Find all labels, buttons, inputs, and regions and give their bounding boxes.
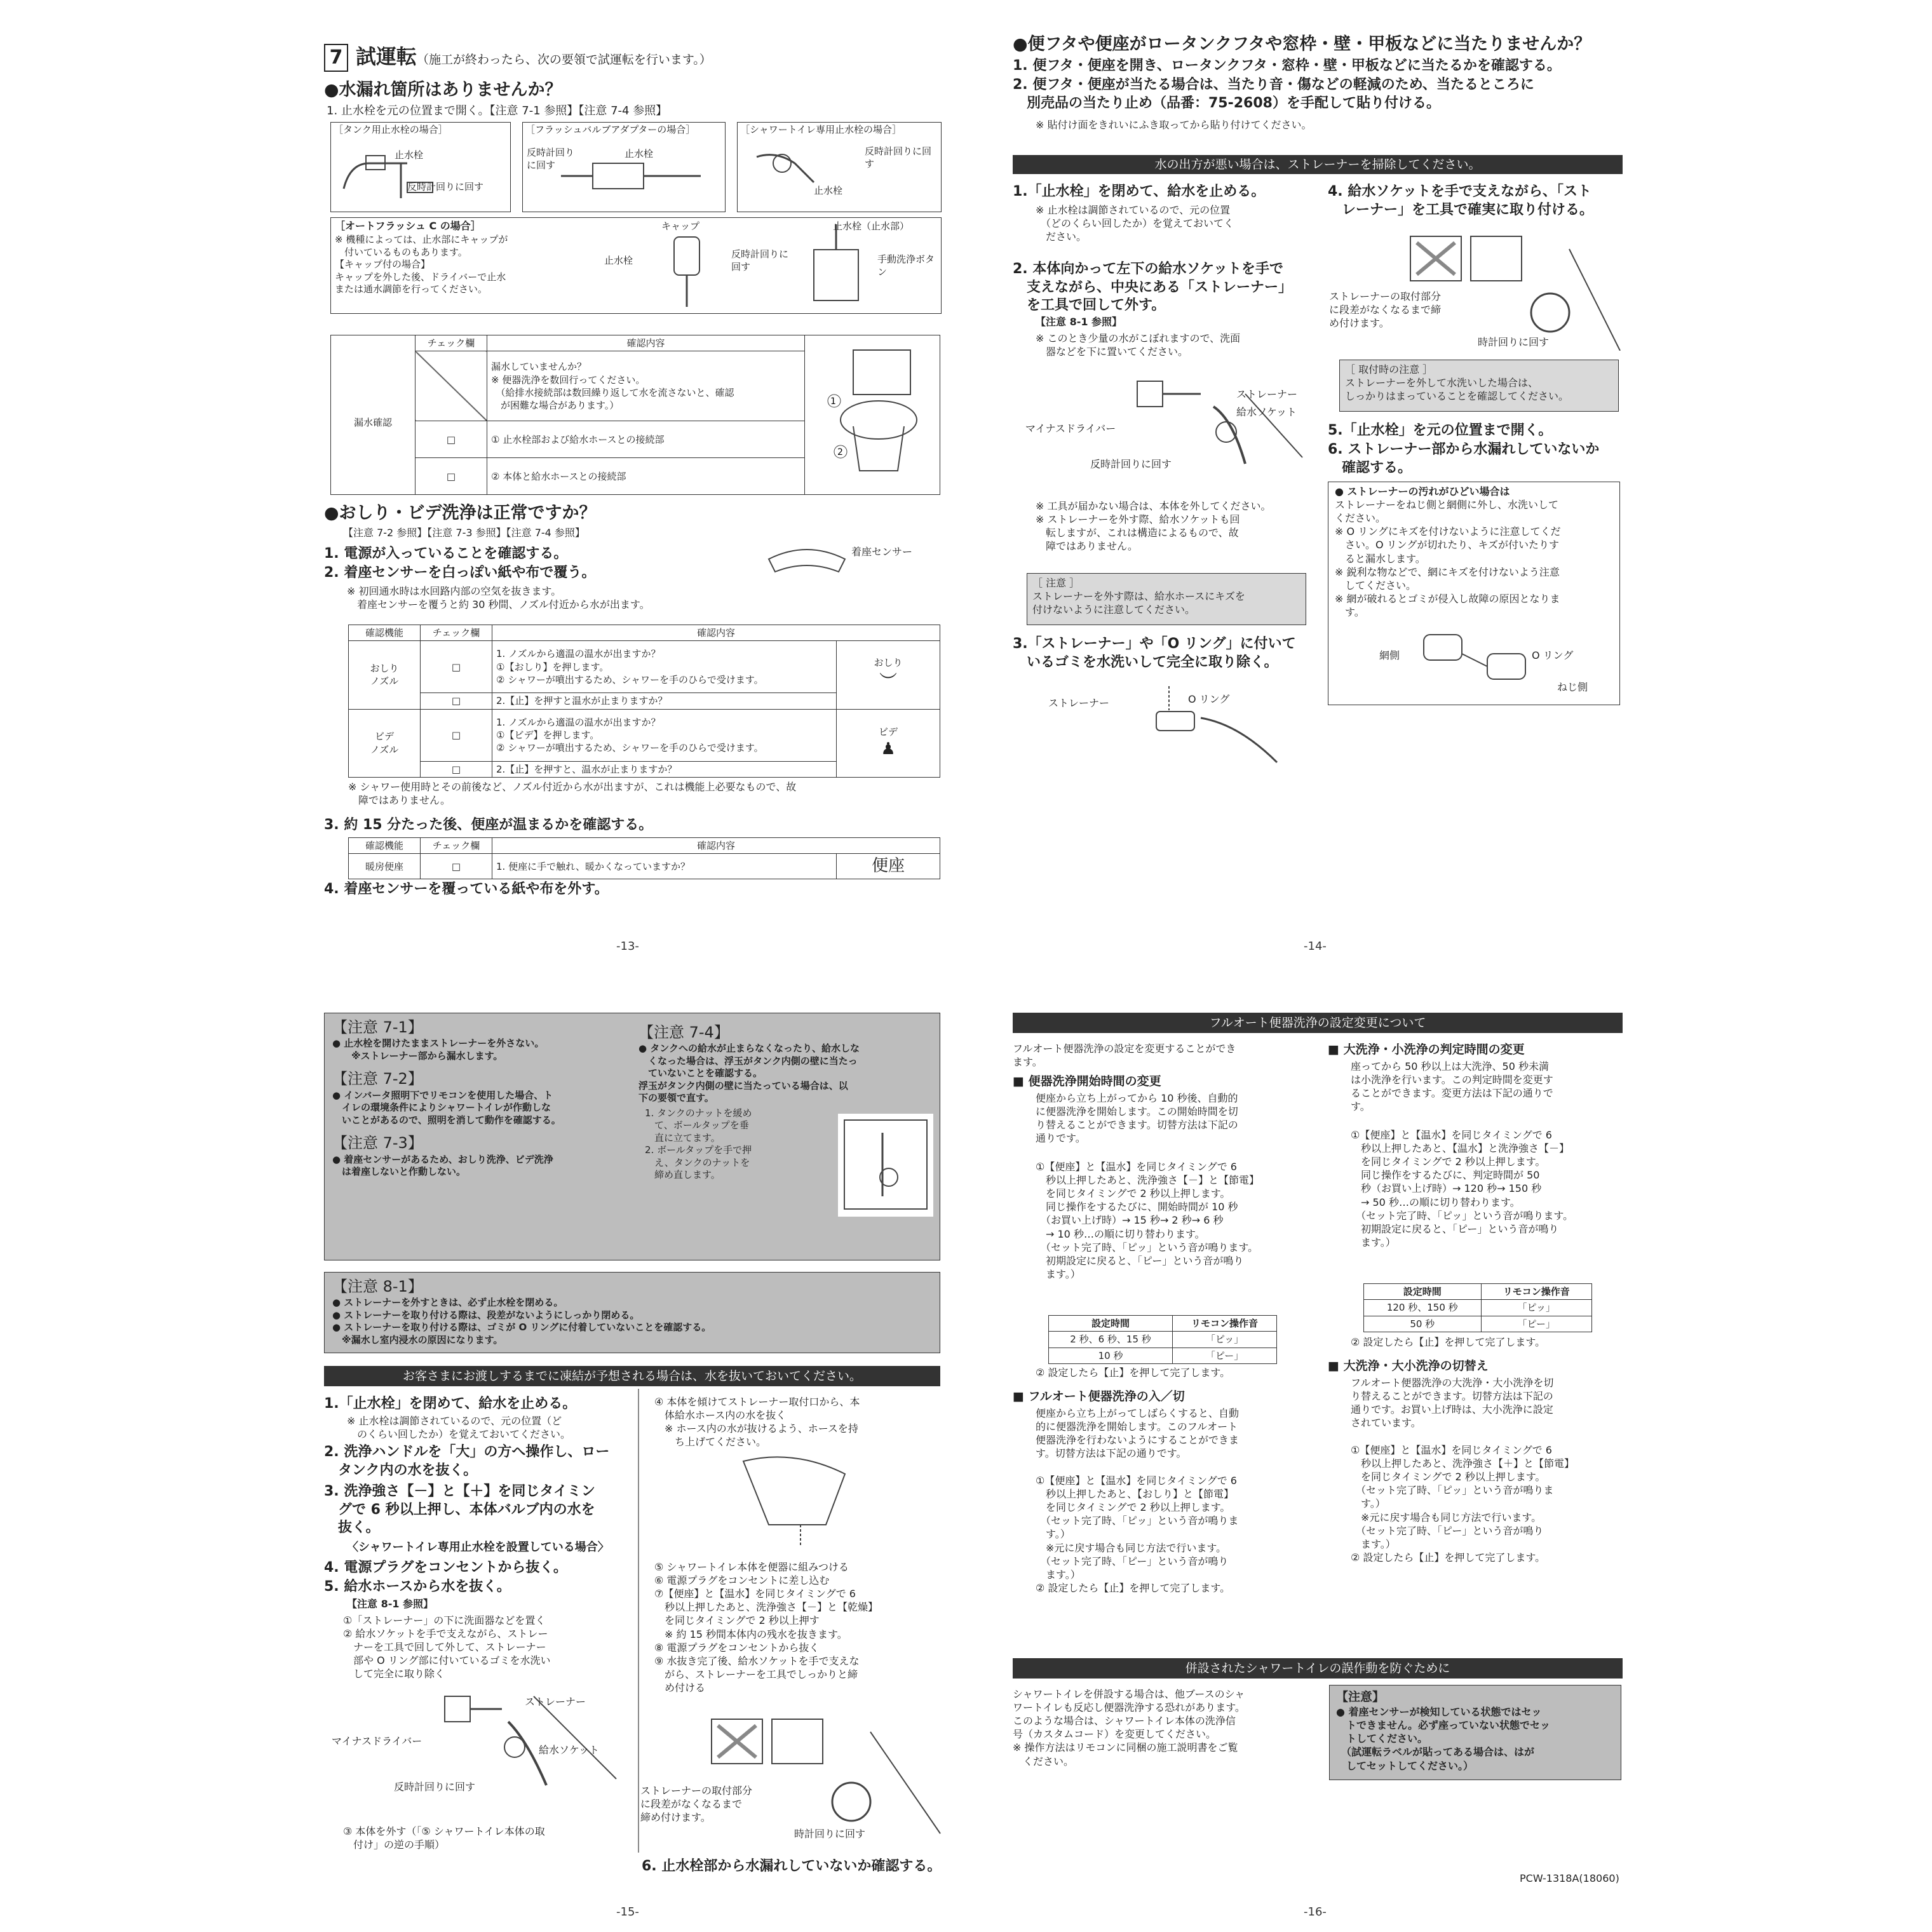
- freeze-fig-gap: ストレーナーの取付部分 に段差がなくなるまで 締め付けます。: [640, 1785, 753, 1824]
- fig-shower-label-ccw: 反時計回りに回す: [865, 145, 932, 170]
- misfire-text: シャワートイレを併設する場合は、他ブースのシャ ワートイレも反応し便器洗浄する恐れがあります。 このような場合は、シャワートイレ本体の洗浄信 号（カスタムコード）を変更してください。 ※ 操作方法はリモコンに同梱の施工説明書をご覧 ください。: [1013, 1688, 1245, 1767]
- wash-checkbox-3[interactable]: □: [421, 709, 492, 761]
- d-text: フルオート便器洗浄の大洗浄・大小洗浄を切 り替えることができます。切替方法は下記の 通りです。お買い上げ時は、大小洗浄に設定 されています。: [1351, 1377, 1554, 1429]
- seat-func: 暖房便座: [349, 854, 421, 879]
- leak-th-check: チェック欄: [415, 335, 487, 351]
- wash-note: ※ シャワー使用時とその前後など、ノズル付近から水が出ますが、これは機能上必要なもので、故 障ではありません。: [348, 781, 797, 807]
- leak-r3: ② 本体と給水ホースとの接続部: [487, 458, 805, 495]
- fig-ccw: 反時計回りに回す: [1090, 458, 1172, 470]
- c-r2c2: 「ピー」: [1481, 1316, 1591, 1332]
- b-text: 便座から立ち上がってしばらくすると、自動 的に便器洗浄を開始します。このフルオート 便器洗浄を行わないようにすることができま す。切替方法は下記の通りです。: [1036, 1407, 1240, 1460]
- c-r2c1: 50 秒: [1364, 1316, 1482, 1332]
- b-title: ■ フルオート便器洗浄の入／切: [1013, 1389, 1185, 1403]
- fig-shower-label-valve: 止水栓: [814, 185, 843, 196]
- misfire-caution-title: 【注意】: [1336, 1690, 1385, 1704]
- fig-tank-label-valve: 止水栓: [395, 149, 424, 161]
- install-caution: [1339, 360, 1619, 412]
- wash-th-content: 確認内容: [492, 625, 940, 641]
- a-steps: ①【便座】と【温水】を同じタイミングで 6 秒以上押したあと、洗浄強さ【－】と【節電】 を同じタイミングで 2 秒以上押します。 同じ操作をするたびに、開始時間が 10 秒 （お買い上げ時）→ 15 秒→ 2 秒→ 6 秒 → 10 秒…の順に切り替わります。 （セット完了時、「ピッ」という音が鳴ります。 初期設定に戻ると、「ピー」という音が鳴り ます。）: [1036, 1161, 1260, 1280]
- a-table: [1048, 1315, 1277, 1364]
- freeze-fig-ccw: 反時計回りに回す: [394, 1781, 476, 1793]
- c-title: ■ 大洗浄・小洗浄の判定時間の変更: [1328, 1043, 1525, 1057]
- seat-table: [348, 837, 940, 879]
- fig-driver: マイナスドライバー: [1025, 422, 1116, 435]
- fig-auto-flush: [330, 217, 942, 314]
- section-note: （施工が終わったら、次の要領で試運転を行います。）: [417, 53, 712, 67]
- freeze-step-3: 3. 洗浄強さ【－】と【＋】を同じタイミン グで 6 秒以上押し、本体バルブ内の水を 抜く。: [324, 1483, 595, 1536]
- strainer-step-2-note: ※ このとき少量の水がこぼれますので、洗面 器などを下に置いてください。: [1036, 332, 1241, 358]
- leak-checkbox-1[interactable]: □: [415, 421, 487, 458]
- lid-step-2: 2. 便フタ・便座が当たる場合は、当たり音・傷などの軽減のため、当たるところに 別売品の当たり止め（品番：75-2608）を手配して貼り付ける。: [1013, 77, 1534, 111]
- fig-oring-2: O リング: [1532, 649, 1574, 661]
- c-r1c2: 「ピッ」: [1481, 1300, 1591, 1316]
- seat-th-func: 確認機能: [349, 838, 421, 854]
- freeze-step-5-sub5: ⑤ シャワートイレ本体を便器に組みつける ⑥ 電源プラグをコンセントに差し込む ⑦【便座】と【温水】を同じタイミングで 6 秒以上押したあと、洗浄強さ【－】と【乾燥】 を同じタイミングで 2 秒以上押す ※ 約 15 秒間本体内の残水を抜きます。 ⑧ 電源プラグをコンセントから抜く ⑨ 水抜き完了後、給水ソケットを手で支えな がら、ストレーナーを工具でしっかりと締 め付ける: [654, 1561, 879, 1694]
- step-1: 1. 止水栓を元の位置まで開く。【注意 7-1 参照】【注意 7-4 参照】: [327, 104, 668, 118]
- strainer-install-illustration: [1328, 224, 1626, 351]
- leak-table: [330, 335, 940, 495]
- dirty-title: ● ストレーナーの汚れがひどい場合は: [1335, 485, 1510, 497]
- auto-label-cap: キャップ: [661, 220, 700, 232]
- wash-step-1: 1. 電源が入っていることを確認する。: [324, 546, 568, 562]
- cap-title: 【キャップ付の場合】: [335, 259, 431, 271]
- settings-intro: フルオート便器洗浄の設定を変更することができ ます。: [1013, 1043, 1236, 1069]
- fig-socket: 給水ソケット: [1236, 406, 1297, 418]
- fig-mesh: 網側: [1379, 649, 1400, 661]
- wash-step-2: 2. 着座センサーを白っぽい紙や布で覆う。: [324, 565, 596, 581]
- n73-title: 【注意 7-3】: [332, 1134, 423, 1152]
- fig-strainer: ストレーナー: [1236, 388, 1298, 400]
- strainer-step-4: 4. 給水ソケットを手で支えながら、「スト レーナー」を工具で確実に取り付ける。: [1328, 184, 1594, 218]
- d-steps: ①【便座】と【温水】を同じタイミングで 6 秒以上押したあと、洗浄強さ【＋】と【節電】 を同じタイミングで 2 秒以上押します。 （セット完了時、「ピッ」という音が鳴りま す。） ※元に戻す場合も同じ方法で行います。 （セット完了時、「ピー」という音が鳴り ます。） ② 設定したら【止】を押して完了します。: [1351, 1444, 1575, 1564]
- strainer-step-1-note: ※ 止水栓は調節されているので、元の位置 （どのくらい回したか）を覚えておいてく ださい。: [1036, 204, 1234, 243]
- toilet-illustration: [815, 344, 929, 483]
- freeze-step-1-note: ※ 止水栓は調節されているので、元の位置（ど のくらい回したか）を覚えておいてください。: [347, 1415, 571, 1441]
- wash-th-check: チェック欄: [421, 625, 492, 641]
- n71-text: ● 止水栓を開けたままストレーナーを外さない。 ※ストレーナー部から漏水します。: [332, 1037, 544, 1062]
- n74-step2: 2. ボールタップを手で押 え、タンクのナットを 締め直します。: [645, 1144, 752, 1181]
- a-title: ■ 便器洗浄開始時間の変更: [1013, 1074, 1161, 1088]
- n81-title: 【注意 8-1】: [332, 1278, 423, 1295]
- dirty-box: [1328, 482, 1620, 705]
- a-r2c1: 10 秒: [1049, 1348, 1173, 1363]
- wash-oshiri-r1: 1. ノズルから適温の温水が出ますか？ ①【おしり】を押します。 ② シャワーが噴出するため、シャワーを手のひらで受けます。: [492, 641, 837, 693]
- wash-oshiri: おしり ノズル: [349, 641, 421, 709]
- leak-row-label: 漏水確認: [331, 351, 415, 495]
- c-text: 座ってから 50 秒以上は大洗浄、50 秒未満 は小洗浄を行います。この判定時間を変更す ることができます。変更方法は下記の通りで す。: [1351, 1060, 1553, 1113]
- freeze-step-5: 5. 給水ホースから水を抜く。: [324, 1579, 511, 1595]
- section-title: 試運転: [356, 44, 417, 69]
- section-number: 7: [324, 44, 348, 72]
- n71-title: 【注意 7-1】: [332, 1018, 423, 1036]
- strainer-step-6: 6. ストレーナー部から水漏れしていないか 確認する。: [1328, 442, 1600, 476]
- tank-float-illustration: [838, 1114, 933, 1217]
- settings-bar: フルオート便器洗浄の設定変更について: [1013, 1013, 1623, 1033]
- strainer-step-3: 3.「ストレーナー」や「O リング」に付いて いるゴミを水洗いして完全に取り除く。: [1013, 636, 1296, 670]
- a-th-1: 設定時間: [1049, 1316, 1173, 1332]
- cap-text: キャップを外した後、ドライバーで止水 または通水調節を行ってください。: [335, 271, 506, 295]
- c-done: ② 設定したら【止】を押して完了します。: [1351, 1336, 1546, 1348]
- freeze-step-2: 2. 洗浄ハンドルを「大」の方へ操作し、ロー タンク内の水を抜く。: [324, 1444, 610, 1478]
- freeze-step-4: 4. 電源プラグをコンセントから抜く。: [324, 1560, 567, 1576]
- a-text: 便座から立ち上がってから 10 秒後、自動的 に便器洗浄を開始します。この開始時間を切 り替えることができます。切替方法は下記の 通りです。: [1036, 1092, 1238, 1145]
- n73-text: ● 着座センサーがあるため、おしり洗浄、ビデ洗浄 は着座しないと作動しない。: [332, 1153, 553, 1178]
- auto-label-ccw: 反時計回りに回す: [731, 248, 789, 273]
- n74-step1: 1. タンクのナットを緩め て、ボールタップを垂 直に立てます。: [645, 1107, 752, 1144]
- strainer-caution: [1027, 573, 1306, 625]
- freeze-fig-strainer: ストレーナー: [525, 1696, 586, 1708]
- fig-flush: [522, 122, 726, 212]
- c-steps: ①【便座】と【温水】を同じタイミングで 6 秒以上押したあと、【温水】と洗浄強さ【－】 を同じタイミングで 2 秒以上押します。 同じ操作をするたびに、判定時間が 50 秒（お買い上げ時）→ 120 秒→ 150 秒 → 50 秒…の順に切り替わります。 （セット完了時、「ピッ」という音が鳴ります。 初期設定に戻ると、「ピー」という音が鳴り ます。）: [1351, 1129, 1574, 1248]
- a-r2c2: 「ピー」: [1173, 1348, 1277, 1363]
- leak-r1: 漏水していませんか？ ※ 便器洗浄を数回行ってください。 （給排水接続部は数回繰り返して水を流さないと、確認 が困難な場合があります。）: [487, 351, 805, 421]
- wash-step-2-note: ※ 初回通水時は水回路内部の空気を抜きます。 着座センサーを覆うと約 30 秒間、ノズル付近から水が出ます。: [347, 585, 650, 611]
- page-number-13: -13-: [616, 940, 639, 953]
- wash-th-func: 確認機能: [349, 625, 421, 641]
- fig-gap: ストレーナーの取付部分 に段差がなくなるまで締 め付けます。: [1329, 290, 1442, 330]
- doc-code: PCW-1318A(18060): [1520, 1872, 1619, 1884]
- fig-oring: O リング: [1188, 693, 1230, 705]
- wash-checkbox-2[interactable]: □: [421, 693, 492, 709]
- freeze-step-3-sub: 〈シャワートイレ専用止水栓を設置している場合〉: [347, 1541, 609, 1554]
- fig-flush-label-ccw: 反時計回りに回す: [527, 147, 575, 171]
- wash-step-4: 4. 着座センサーを覆っている紙や布を外す。: [324, 881, 609, 897]
- oshiri-icon: ︶: [879, 670, 897, 692]
- freeze-fig-socket: 給水ソケット: [539, 1744, 600, 1756]
- wash-table: [348, 625, 940, 778]
- page-number-15: -15-: [616, 1905, 639, 1919]
- a-th-2: リモコン操作音: [1173, 1316, 1277, 1332]
- fig-tank-title: ［タンク用止水栓の場合］: [334, 124, 448, 135]
- freeze-step-5-sub4: ④ 本体を傾けてストレーナー取付口から、本 体給水ホース内の水を抜く ※ ホース内の水が抜けるよう、ホースを持 ち上げてください。: [654, 1396, 860, 1449]
- seat-th-check: チェック欄: [421, 838, 492, 854]
- fig-flush-label-valve: 止水栓: [625, 148, 654, 159]
- sensor-label: 着座センサー: [851, 546, 913, 558]
- freeze-step-6: 6. 止水栓部から水漏れしていないか確認する。: [642, 1858, 942, 1874]
- seat-checkbox[interactable]: □: [421, 854, 492, 879]
- leak-heading: ●水漏れ箇所はありませんか？: [324, 80, 562, 100]
- strainer-step-2: 2. 本体向かって左下の給水ソケットを手で 支えながら、中央にある「ストレーナー」 を工具で回して外す。: [1013, 261, 1293, 314]
- strainer-step-5: 5.「止水栓」を元の位置まで開く。: [1328, 422, 1553, 438]
- page-number-14: -14-: [1304, 940, 1327, 953]
- a-done: ② 設定したら【止】を押して完了します。: [1036, 1367, 1231, 1379]
- n74-text: ● タンクへの給水が止まらなくなったり、給水しな くなった場合は、浮玉がタンク内側の壁に当たっ ていないことを確認する。: [638, 1043, 860, 1079]
- c-table: [1363, 1283, 1592, 1332]
- fig-cw: 時計回りに回す: [1478, 336, 1550, 348]
- freeze-fig-cw: 時計回りに回す: [794, 1828, 866, 1840]
- freeze-fig-driver: マイナスドライバー: [332, 1735, 422, 1747]
- fig-flush-title: ［フラッシュバルブアダプターの場合］: [525, 124, 696, 135]
- hose-drain-illustration: [731, 1449, 858, 1550]
- auto-title: ［オートフラッシュ C の場合］: [335, 220, 481, 232]
- wash-step-3: 3. 約 15 分たった後、便座が温まるかを確認する。: [324, 817, 653, 833]
- leak-th-content: 確認内容: [487, 335, 805, 351]
- auto-label-stop: 止水栓: [604, 255, 633, 266]
- freeze-step-5-sub: ①「ストレーナー」の下に洗面器などを置く ② 給水ソケットを手で支えながら、ストレー ナーを工具で回して外して、ストレーナー 部や O リング部に付いているゴミを水洗い して完全に取り除く: [343, 1614, 551, 1680]
- lid-heading: ●便フタや便座がロータンクフタや窓枠・壁・甲板などに当たりませんか？: [1013, 34, 1591, 54]
- fig-strainer-2: ストレーナー: [1048, 697, 1110, 709]
- dirty-text: ストレーナーをねじ側と網側に外し、水洗いして ください。 ※ O リングにキズを付けないように注意してくだ さい。O リングが切れたり、キズが付いたりす ると漏水します。 ※ 鋭利な物などで、網にキズを付けないよう注意 してください。 ※ 網が破れるとゴミが侵入し故障の原因となりま す。: [1335, 499, 1561, 618]
- misfire-bar: 併設されたシャワートイレの誤作動を防ぐために: [1013, 1658, 1623, 1679]
- caution-8-box: [324, 1272, 940, 1353]
- auto-label-stop2: 止水栓（止水部）: [833, 220, 910, 232]
- wash-bide-r2: 2.【止】を押すと、温水が止まりますか？: [492, 761, 837, 777]
- tank-valve-illustration: [331, 138, 510, 208]
- leak-checkbox-2[interactable]: □: [415, 458, 487, 495]
- bide-icon-label: ビデ: [878, 726, 898, 738]
- c-r1c1: 120 秒、150 秒: [1364, 1300, 1482, 1316]
- strainer-caution-title: ［ 注意 ］: [1032, 577, 1080, 589]
- wash-refs: 【注意 7-2 参照】【注意 7-3 参照】【注意 7-4 参照】: [343, 527, 585, 539]
- wash-bide: ビデ ノズル: [349, 709, 421, 777]
- auto-label-manual: 手動洗浄ボタン: [877, 253, 935, 278]
- auto-note: ※ 機種によっては、止水部にキャップが 付いているものもあります。: [335, 234, 508, 258]
- wash-checkbox-4[interactable]: □: [421, 761, 492, 777]
- c-th-1: 設定時間: [1364, 1284, 1482, 1300]
- fig-shower: [737, 122, 942, 212]
- seat-content: 1. 便座に手で触れ、暖かくなっていますか？: [492, 854, 837, 879]
- n72-text: ● インバータ照明下でリモコンを使用した場合、ト イレの環境条件によりシャワートイレが作動しな いことがあるので、照明を消して動作を確認する。: [332, 1089, 561, 1126]
- install-caution-text: ストレーナーを外して水洗いした場合は、 しっかりはまっていることを確認してください。: [1345, 377, 1569, 403]
- install-caution-title: ［ 取付時の注意 ］: [1345, 363, 1433, 375]
- lid-note: ※ 貼付け面をきれいにふき取ってから貼り付けてください。: [1036, 119, 1312, 131]
- strainer-step-1: 1.「止水栓」を閉めて、給水を止める。: [1013, 184, 1266, 199]
- freeze-step-1: 1.「止水栓」を閉めて、給水を止める。: [324, 1396, 577, 1412]
- misfire-caution: [1329, 1685, 1621, 1780]
- n72-title: 【注意 7-2】: [332, 1070, 423, 1088]
- strainer-caution-text: ストレーナーを外す際は、給水ホースにキズを 付けないように注意してください。: [1032, 590, 1245, 616]
- strainer-bar: 水の出方が悪い場合は、ストレーナーを掃除してください。: [1013, 155, 1623, 174]
- section-heading: [324, 43, 712, 72]
- leak-r2: ① 止水栓部および給水ホースとの接続部: [487, 421, 805, 458]
- column-divider: [638, 1389, 639, 1853]
- oshiri-icon-label: おしり: [874, 657, 903, 669]
- n74-title: 【注意 7-4】: [638, 1023, 729, 1041]
- page-number-16: -16-: [1304, 1905, 1327, 1919]
- wash-bide-r1: 1. ノズルから適温の温水が出ますか？ ①【ビデ】を押します。 ② シャワーが噴出するため、シャワーを手のひらで受けます。: [492, 709, 837, 761]
- n74-text2: 浮玉がタンク内側の壁に当たっている場合は、以 下の要領で直す。: [638, 1079, 848, 1104]
- caution-7-box: [324, 1013, 940, 1260]
- sensor-illustration: [762, 534, 851, 578]
- strainer-step-2-note2: ※ 工具が届かない場合は、本体を外してください。 ※ ストレーナーを外す際、給水ソケットも回 転しますが、これは構造によるもので、故 障ではありません。: [1036, 500, 1271, 553]
- freeze-step-5-ref: 【注意 8-1 参照】: [347, 1598, 434, 1610]
- a-r1c2: 「ピッ」: [1173, 1332, 1277, 1348]
- strainer-step-2-ref: 【注意 8-1 参照】: [1036, 316, 1123, 328]
- fig-shower-title: ［シャワートイレ専用止水栓の場合］: [740, 124, 902, 135]
- b-steps: ①【便座】と【温水】を同じタイミングで 6 秒以上押したあと、【おしり】と【節電】 を同じタイミングで 2 秒以上押します。 （セット完了時、「ピッ」という音が鳴りま す。） ※元に戻す場合も同じ方法で行います。 （セット完了時、「ピー」という音が鳴り ます。） ② 設定したら【止】を押して完了します。: [1036, 1475, 1239, 1594]
- fig-screw: ねじ側: [1557, 681, 1588, 693]
- svg-text:1: 1: [830, 396, 836, 407]
- seat-th-content: 確認内容: [492, 838, 940, 854]
- wash-heading: ●おしり・ビデ洗浄は正常ですか？: [324, 503, 597, 523]
- lid-step-1: 1. 便フタ・便座を開き、ロータンクフタ・窓枠・壁・甲板などに当たるかを確認する。: [1013, 58, 1561, 74]
- bide-icon: ♟: [881, 740, 896, 759]
- freeze-step-5-sub3: ③ 本体を外す（「⑤ シャワートイレ本体の取 付け」の逆の手順）: [343, 1825, 545, 1851]
- seat-icon: 便座: [837, 854, 940, 879]
- wash-checkbox-1[interactable]: □: [421, 641, 492, 693]
- c-th-2: リモコン操作音: [1481, 1284, 1591, 1300]
- a-r1c1: 2 秒、6 秒、15 秒: [1049, 1332, 1173, 1348]
- wash-oshiri-r2: 2.【止】を押すと温水が止まりますか？: [492, 693, 837, 709]
- d-title: ■ 大洗浄・大小洗浄の切替え: [1328, 1359, 1489, 1373]
- n81-text: ● ストレーナーを外すときは、必ず止水栓を閉める。 ● ストレーナーを取り付ける際は、段差がないようにしっかり閉める。 ● ストレーナーを取り付ける際は、ゴミが O リングに付着していないことを確認する。 ※漏水し室内浸水の原因になります。: [332, 1297, 712, 1346]
- misfire-caution-text: ● 着座センサーが検知している状態ではセッ トできません。必ず座っていない状態でセッ トしてください。 （試運転ラベルが貼ってある場合は、はが してセットしてください。）: [1336, 1706, 1550, 1772]
- svg-text:2: 2: [837, 447, 843, 457]
- fig-tank-label-ccw: 反時計回りに回す: [407, 181, 484, 193]
- freeze-bar: お客さまにお渡しするまでに凍結が予想される場合は、水を抜いておいてください。: [324, 1366, 940, 1386]
- fig-tank: [330, 122, 511, 212]
